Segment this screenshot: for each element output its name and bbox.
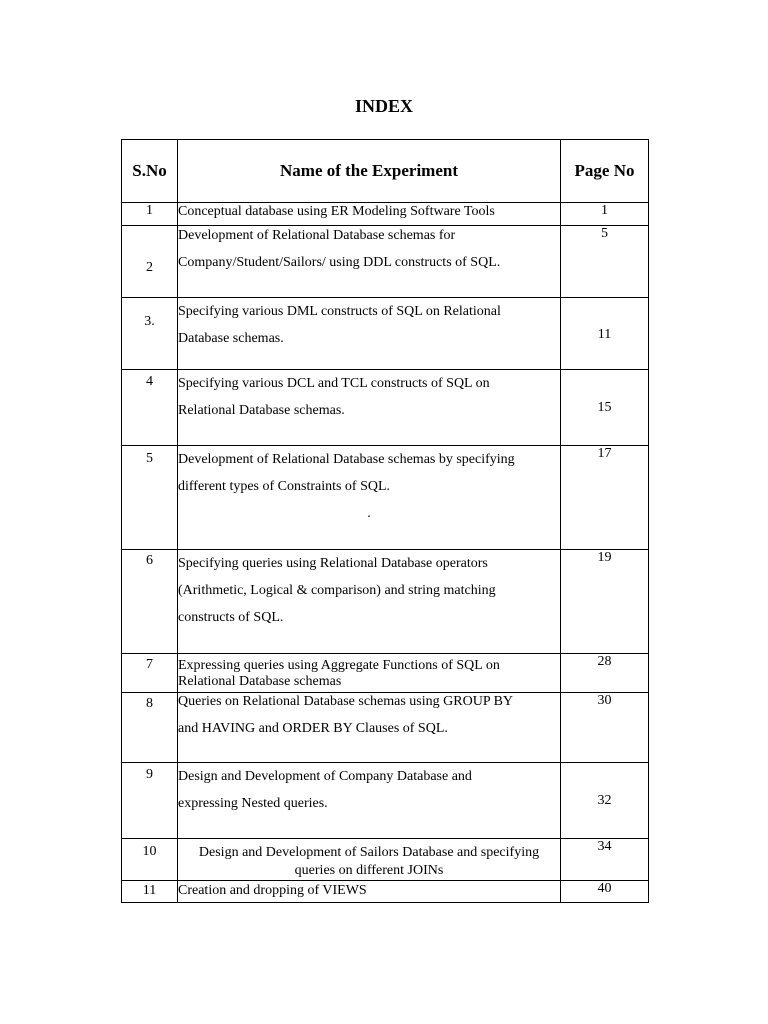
experiment-name: Development of Relational Database schemas for Company/Student/Sailors/ using DDL constructs of SQL. bbox=[178, 226, 561, 298]
header-name: Name of the Experiment bbox=[178, 140, 561, 203]
header-row bbox=[122, 140, 649, 203]
experiment-name: Specifying various DCL and TCL constructs of SQL on Relational Database schemas. bbox=[178, 370, 561, 446]
page-cell: 15 bbox=[561, 370, 649, 446]
experiment-name: Specifying queries using Relational Database operators (Arithmetic, Logical & comparison) and string matching constructs of SQL. bbox=[178, 550, 561, 654]
sno-cell: 5 bbox=[122, 446, 178, 550]
sno-cell: 2 bbox=[122, 226, 178, 298]
experiment-name: Specifying various DML constructs of SQL on Relational Database schemas. bbox=[178, 298, 561, 370]
page-cell: 34 bbox=[561, 839, 649, 881]
table-row bbox=[122, 370, 649, 446]
sno-cell: 3. bbox=[122, 298, 178, 370]
page-cell: 5 bbox=[561, 226, 649, 298]
sno-cell: 11 bbox=[122, 881, 178, 903]
table-row bbox=[122, 446, 649, 550]
experiment-name: Creation and dropping of VIEWS bbox=[178, 881, 561, 903]
table-row bbox=[122, 654, 649, 693]
table-row bbox=[122, 550, 649, 654]
page-cell: 40 bbox=[561, 881, 649, 903]
page-cell: 1 bbox=[561, 203, 649, 226]
page-title: INDEX bbox=[354, 96, 413, 116]
table-row bbox=[122, 298, 649, 370]
page-cell: 19 bbox=[561, 550, 649, 654]
table-row bbox=[122, 839, 649, 881]
sno-cell: 9 bbox=[122, 763, 178, 839]
header-page: Page No bbox=[561, 140, 649, 203]
experiment-name: Queries on Relational Database schemas using GROUP BY and HAVING and ORDER BY Clauses of SQL. bbox=[178, 693, 561, 763]
sno-cell: 1 bbox=[122, 203, 178, 226]
sno-cell: 10 bbox=[122, 839, 178, 881]
index-table bbox=[121, 139, 649, 903]
table-row bbox=[122, 693, 649, 763]
sno-cell: 7 bbox=[122, 654, 178, 693]
page-cell: 28 bbox=[561, 654, 649, 693]
page-cell: 30 bbox=[561, 693, 649, 763]
sno-cell: 4 bbox=[122, 370, 178, 446]
experiment-name: Conceptual database using ER Modeling Software Tools bbox=[178, 203, 561, 226]
sno-cell: 8 bbox=[122, 693, 178, 763]
experiment-name: Development of Relational Database schemas by specifying different types of Constraints of SQL. . bbox=[178, 446, 561, 550]
table-row bbox=[122, 763, 649, 839]
page-cell: 11 bbox=[561, 298, 649, 370]
page-cell: 17 bbox=[561, 446, 649, 550]
table-row bbox=[122, 226, 649, 298]
experiment-name: Design and Development of Company Database and expressing Nested queries. bbox=[178, 763, 561, 839]
experiment-name: Expressing queries using Aggregate Functions of SQL on Relational Database schemas bbox=[178, 654, 561, 693]
sno-cell: 6 bbox=[122, 550, 178, 654]
page-cell: 32 bbox=[561, 763, 649, 839]
table-row bbox=[122, 881, 649, 903]
experiment-name: Design and Development of Sailors Database and specifying queries on different JOINs bbox=[178, 839, 561, 881]
header-sno: S.No bbox=[122, 140, 178, 203]
